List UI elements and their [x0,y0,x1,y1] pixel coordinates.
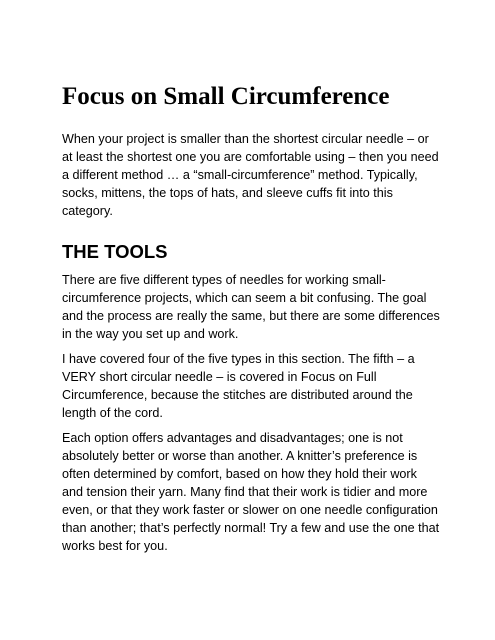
page-title: Focus on Small Circumference [62,83,390,110]
section-heading-tools: THE TOOLS [62,241,168,262]
body-paragraph-needle-types: There are five different types of needles for working small-circumference projects, which can seem a bit confusing. The goal and the process are really the same, but there are some differences in the way you set up and work. [62,273,440,341]
body-paragraph-advantages: Each option offers advantages and disadvantages; one is not absolutely better or worse than another. A knitter’s preference is often determined by comfort, based on how they hold their work and tension their yarn. Many find that their work is tidier and more even, or that they work faster or slower on one needle configuration than another; that’s perfectly normal! Try a few and use the one that works best for you. [62,431,440,553]
intro-paragraph: When your project is smaller than the shortest circular needle – or at least the shortest one you are comfortable using – then you need a different method … a “small-circumference” method. Typically, socks, mittens, the tops of hats, and sleeve cuffs fit into this category. [62,132,439,218]
page-content [62,82,440,555]
body-paragraph-types-covered: I have covered four of the five types in this section. The fifth – a VERY short circular needle – is covered in Focus on Full Circumference, because the stitches are distributed around the length of the cord. [62,352,415,420]
